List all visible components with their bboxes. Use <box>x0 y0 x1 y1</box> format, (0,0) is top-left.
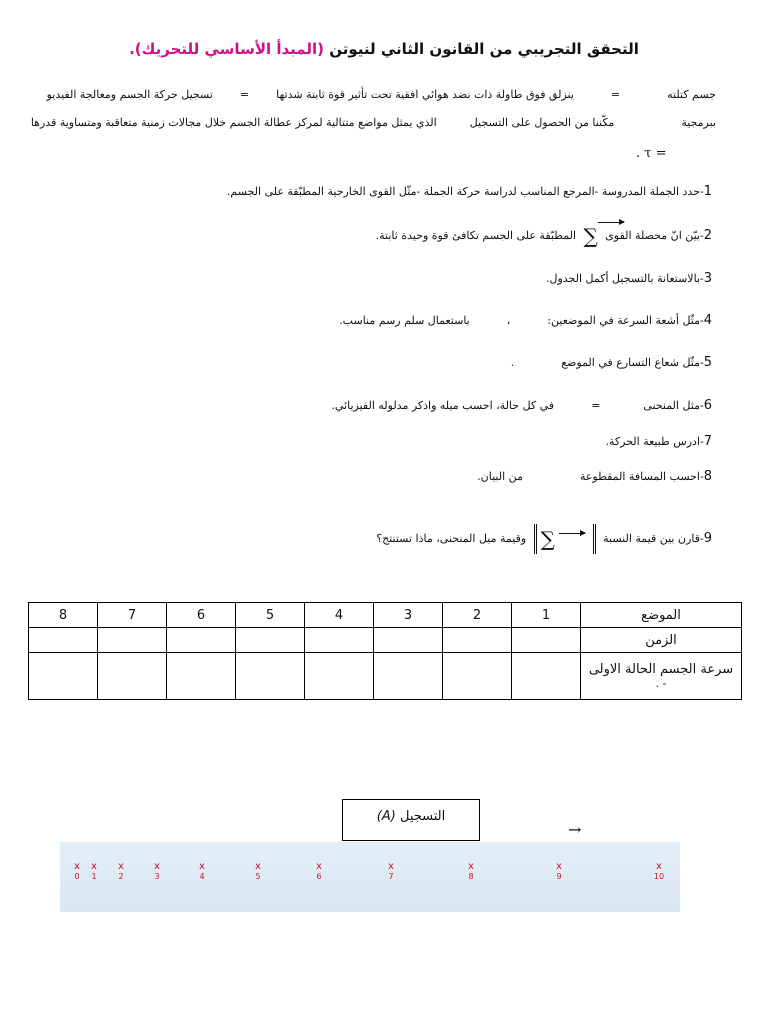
row-label-velocity: سرعة الجسم الحالة الاولى - . <box>581 653 742 700</box>
question-8: 8-احسب المسافة المقطوعة من البيان. <box>477 469 712 484</box>
position-cell: 6 <box>167 603 236 628</box>
question-6: 6-مثل المنحنى = في كل حالة، احسب ميله واذكر مدلوله الفيزيائي. <box>331 398 712 413</box>
mark-number: 0 <box>74 872 80 881</box>
mark-number: 8 <box>468 872 474 881</box>
mark-cross-icon: x <box>468 861 474 872</box>
position-cell: 4 <box>305 603 374 628</box>
empty-cell[interactable] <box>443 628 512 653</box>
empty-cell[interactable] <box>512 653 581 700</box>
recording-mark <box>84 862 104 881</box>
question-2: 2-بيّن انّ محصلة القوى ∑ المطبّقة على الجسم تكافئ قوة وحيدة ثابتة. <box>375 224 712 248</box>
mark-cross-icon: x <box>316 861 322 872</box>
mark-number: 4 <box>199 872 205 881</box>
mark-number: 3 <box>154 872 160 881</box>
row-label-time: الزمن <box>581 628 742 653</box>
recording-mark <box>309 862 329 881</box>
intro-line-2: ببرمجية مكّننا من الحصول على التسجيل الذي يمثل مواضع متتالية لمركز عطالة الجسم خلال مجالات زمنية متعاقبة ومتساوية قدرها <box>30 116 716 129</box>
recording-mark <box>461 862 481 881</box>
empty-cell[interactable] <box>512 628 581 653</box>
page-title <box>0 40 768 58</box>
row-label-position: الموضع <box>581 603 742 628</box>
mark-cross-icon: x <box>154 861 160 872</box>
mark-cross-icon: x <box>91 861 97 872</box>
empty-cell[interactable] <box>98 653 167 700</box>
intro-line-3: . τ = <box>636 146 667 161</box>
mark-number: 2 <box>118 872 124 881</box>
data-table <box>28 602 742 700</box>
empty-cell[interactable] <box>305 628 374 653</box>
empty-cell[interactable] <box>236 628 305 653</box>
position-cell: 5 <box>236 603 305 628</box>
recording-mark <box>549 862 569 881</box>
mark-number: 1 <box>91 872 97 881</box>
recording-mark <box>649 862 669 881</box>
question-5: 5-مثّل شعاع التسارع في الموضع . <box>510 355 712 370</box>
table-row <box>29 628 742 653</box>
mark-cross-icon: x <box>656 861 662 872</box>
empty-cell[interactable] <box>443 653 512 700</box>
norm-sum-vector-symbol: ∑ <box>534 524 596 554</box>
recording-mark <box>147 862 167 881</box>
sum-vector-symbol: ∑ <box>584 226 598 246</box>
empty-cell[interactable] <box>236 653 305 700</box>
recording-mark <box>248 862 268 881</box>
recording-mark <box>192 862 212 881</box>
table-row <box>29 653 742 700</box>
direction-arrow-icon: → <box>568 820 582 839</box>
question-9: 9-قارن بين قيمة النسبة ∑ وقيمة ميل المنحنى، ماذا تستنتج؟ <box>376 524 712 554</box>
mark-cross-icon: x <box>199 861 205 872</box>
title-main: التحقق التجريبي من القانون الثاني لنيوتن <box>323 40 639 58</box>
position-cell: 1 <box>512 603 581 628</box>
empty-cell[interactable] <box>98 628 167 653</box>
question-7: 7-ادرس طبيعة الحركة. <box>605 434 712 449</box>
question-3: 3-بالاستعانة بالتسجيل أكمل الجدول. <box>545 271 712 286</box>
empty-cell[interactable] <box>305 653 374 700</box>
position-cell: 7 <box>98 603 167 628</box>
question-4: 4-مثّل أشعة السرعة في الموضعين: ، باستعمال سلم رسم مناسب. <box>339 313 712 328</box>
recording-label-box: التسجيل (A) <box>342 799 480 841</box>
mark-cross-icon: x <box>556 861 562 872</box>
mark-number: 7 <box>388 872 394 881</box>
mark-number: 6 <box>316 872 322 881</box>
empty-cell[interactable] <box>374 628 443 653</box>
title-accent: (المبدأ الأساسي للتحريك). <box>129 40 324 58</box>
mark-number: 9 <box>556 872 562 881</box>
recording-mark <box>381 862 401 881</box>
position-cell: 3 <box>374 603 443 628</box>
position-cell: 8 <box>29 603 98 628</box>
empty-cell[interactable] <box>29 653 98 700</box>
mark-number: 5 <box>255 872 261 881</box>
recording-mark <box>111 862 131 881</box>
empty-cell[interactable] <box>374 653 443 700</box>
mark-number: 10 <box>653 872 665 881</box>
table-row <box>29 603 742 628</box>
empty-cell[interactable] <box>167 628 236 653</box>
question-1: 1-حدد الجملة المدروسة -المرجع المناسب لدراسة حركة الجملة -مثّل القوى الخارجية المطبّقة على الجسم. <box>226 184 712 199</box>
empty-cell[interactable] <box>167 653 236 700</box>
mark-cross-icon: x <box>74 861 80 872</box>
empty-cell[interactable] <box>29 628 98 653</box>
mark-cross-icon: x <box>255 861 261 872</box>
position-cell: 2 <box>443 603 512 628</box>
intro-line-1: جسم كتلته = ينزلق فوق طاولة ذات نضد هوائي افقية تحت تأثير قوة ثابتة شدتها = تسجيل حركة الجسم ومعالجة الفيديو <box>46 88 716 101</box>
mark-cross-icon: x <box>388 861 394 872</box>
mark-cross-icon: x <box>118 861 124 872</box>
